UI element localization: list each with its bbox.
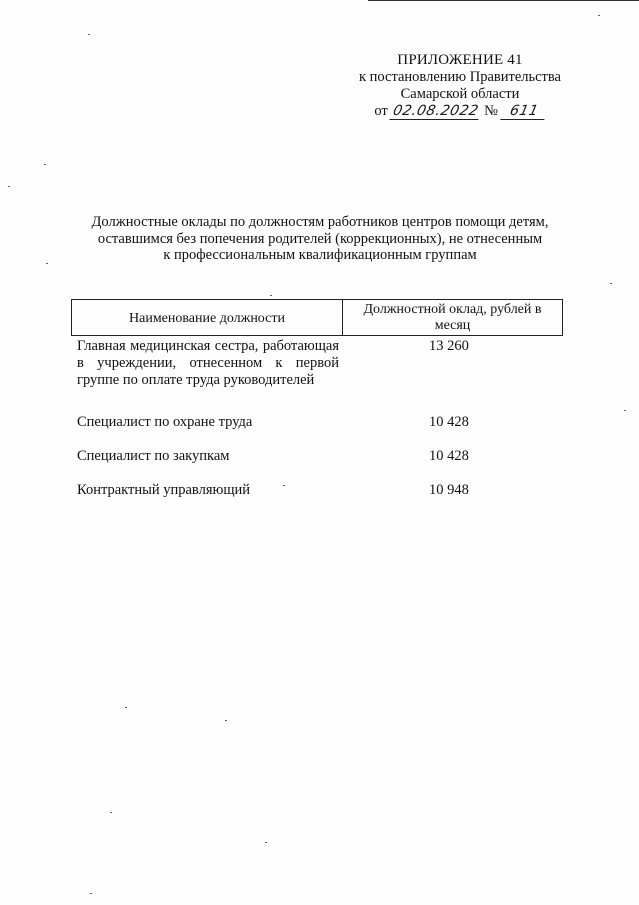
scan-speck [88,34,90,35]
scan-speck [225,720,227,721]
appendix-line-2: Самарской области [400,86,520,102]
position-name: Контрактный управляющий [77,482,251,498]
column-header-position: Наименование должности [72,300,343,335]
scan-speck [8,186,10,187]
scan-speck [110,812,112,813]
heading-line-3: к профессиональным квалификационным группам [163,247,477,263]
table-row [77,482,557,499]
table-header [71,299,563,336]
heading-line-2: оставшимся без попечения родителей (коррекционных), не отнесенным [97,230,543,247]
document-heading [60,214,580,264]
position-name: Специалист по охране труда [77,414,253,430]
table-row [77,338,557,389]
number-sign: № [484,103,499,119]
scan-speck [598,15,600,16]
scan-speck [125,707,127,708]
date-prefix: от [374,103,388,119]
salary-value: 10 428 [429,414,469,430]
scan-speck [283,485,285,486]
table-row [77,448,557,465]
salary-value: 13 260 [429,338,469,354]
appendix-date-line [330,103,590,120]
salary-value: 10 948 [429,482,469,498]
column-header-salary: Должностной оклад, рублей в месяц [363,302,542,333]
scan-speck [265,842,267,843]
handwritten-date: 02.08.2022 [390,104,483,120]
scan-speck [610,283,612,284]
salary-value: 10 428 [429,448,469,464]
appendix-line-1: к постановлению Правительства [359,69,561,85]
scan-edge-line [368,0,639,1]
handwritten-number: 611 [500,104,547,120]
scan-speck [90,893,92,894]
scan-speck [44,164,46,165]
appendix-title: ПРИЛОЖЕНИЕ 41 [397,52,523,68]
position-name: Главная медицинская сестра, работающая в учреждении, отнесенном к первой группе по оплате труда руководителей [77,338,339,388]
heading-line-1: Должностные оклады по должностям работников центров помощи детям, [91,214,549,230]
table-row [77,414,557,431]
position-name: Специалист по закупкам [77,448,230,464]
appendix-header [330,52,590,120]
scan-speck [270,295,272,296]
scan-speck [624,410,626,411]
table-body [77,338,557,499]
scan-speck [46,263,48,264]
